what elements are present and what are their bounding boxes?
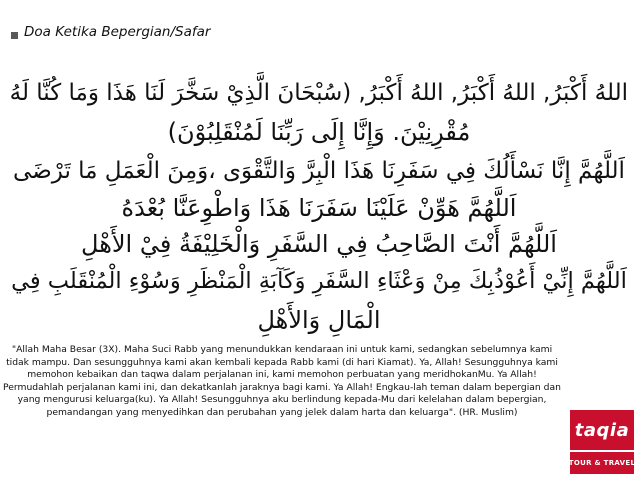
logo-wordmark: taqia [574, 419, 630, 441]
logo-wordmark-panel [570, 410, 634, 450]
translation-text: "Allah Maha Besar (3X). Maha Suci Rabb yang menundukkan kendaraan ini untuk kami, sedangkan sebelumnya kami tidak mampu. Dan sesungguhnya kami akan kembali kepada Rabb kami (di hari Kiamat). Ya, Allah! Sesungguhnya kami memohon kebaikan dan taqwa dalam perjalanan ini, kami memohon perbuatan yang meridhokanMu. Ya Allah! Permudahlah perjalanan kami ini, dan dekatkanlah jaraknya bagi kami. Ya Allah! Engkau-lah teman dalam bepergian dan yang mengurusi keluarga(ku). Ya Allah! Sesungguhnya aku berlindung kepada-Mu dari kelelahan dalam bepergian, pemandangan yang menyedihkan dan perubahan yang jelek dalam harta dan keluarga". (HR. Muslim) [3, 344, 561, 418]
arabic-line-1: اللهُ أَكْبَرُ, اللهُ أَكْبَرُ, اللهُ أَكْبَرُ, (سُبْحَانَ الَّذِيْ سَخَّرَ لَنَا هَذَا وَمَا كُنَّا لَهُ [9, 80, 628, 106]
logo-subtitle-panel [570, 450, 634, 474]
title-bullet [11, 32, 18, 39]
arabic-line-2: مُقْرِنِيْنَ. وَإِنَّا إِلَى رَبِّنَا لَمُنْقَلِبُوْنَ) [167, 118, 471, 146]
arabic-line-5: اَللَّهُمَّ أَنْتَ الصَّاحِبُ فِي السَّفَرِ وَالْخَلِيْفَةُ فِيْ الأَهْلِ [81, 230, 557, 258]
company-logo [570, 410, 634, 474]
logo-subtitle: TOUR & TRAVEL [568, 459, 636, 467]
slide-title: Doa Ketika Bepergian/Safar [24, 24, 211, 40]
arabic-line-6: اَللَّهُمَّ إِنِّيْ أَعُوْذُبِكَ مِنْ وَعْثَاءِ السَّفَرِ وَكَآبَةِ الْمَنْظَرِ وَسُوْءِ الْمُنْقَلَبِ فِي [11, 268, 627, 294]
arabic-line-3: اَللَّهُمَّ إِنَّا نَسْأَلُكَ فِي سَفَرِنَا هَذَا الْبِرَّ وَالتَّقْوَى ،وَمِنَ الْعَمَلِ مَا تَرْضَى [13, 158, 625, 184]
arabic-line-7: الْمَالِ وَالأَهْلِ [257, 306, 381, 334]
arabic-line-4: اَللَّهُمَّ هَوِّنْ عَلَيْنَا سَفَرَنَا هَذَا وَاطْوِعَنَّا بُعْدَهُ [121, 194, 517, 222]
